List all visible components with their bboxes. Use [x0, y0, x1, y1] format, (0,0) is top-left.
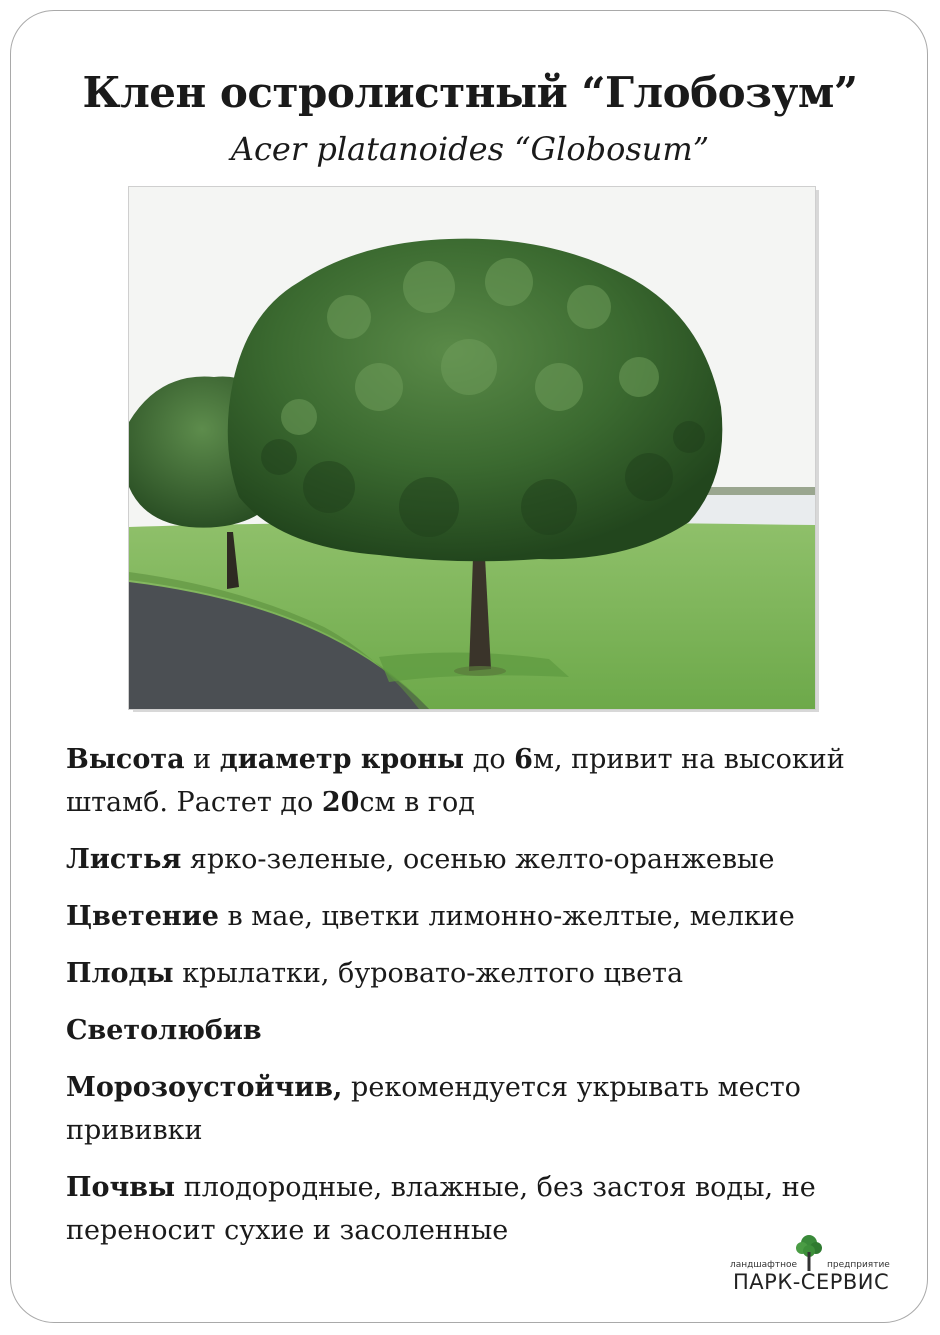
logo-tagline-right: предприятие — [827, 1260, 890, 1270]
fact-height: Высота и диаметр кроны до 6м, привит на высокий штамб. Растет до 20см в год — [66, 744, 845, 818]
tree-photo — [128, 186, 816, 710]
fact-frost-label: Морозоустойчив, — [66, 1072, 343, 1103]
fact-frost: Морозоустойчив, рекомендуется укрывать место прививки — [66, 1072, 801, 1146]
facts-list — [66, 738, 886, 1266]
logo-tagline-left: ландшафтное — [730, 1260, 797, 1270]
fact-crown-label: диаметр кроны — [219, 744, 465, 775]
latin-name: Acer platanoides “Globosum” — [230, 130, 710, 168]
fact-leaves-label: Листья — [66, 844, 182, 875]
fact-height-label: Высота — [66, 744, 185, 775]
fact-fruits: Плоды крылатки, буровато-желтого цвета — [66, 958, 684, 989]
fact-leaves: Листья ярко-зеленые, осенью желто-оранжевые — [66, 844, 775, 875]
tree-photo-image — [129, 187, 815, 709]
fact-light-label: Светолюбив — [66, 1015, 262, 1046]
fact-flowering: Цветение в мае, цветки лимонно-желтые, мелкие — [66, 901, 795, 932]
fact-soil-label: Почвы — [66, 1172, 176, 1203]
fact-height-value: 6 — [514, 744, 533, 775]
fact-fruits-label: Плоды — [66, 958, 174, 989]
logo-brand-name: ПАРК-СЕРВИС — [733, 1270, 890, 1294]
fact-light — [66, 1009, 886, 1052]
page-title: Клен остролистный “Глобозум” — [82, 68, 858, 117]
tree-logo-icon — [792, 1232, 826, 1272]
fact-flowering-label: Цветение — [66, 901, 219, 932]
fact-growth-value: 20 — [321, 787, 360, 818]
company-logo — [730, 1232, 900, 1300]
fact-soil: Почвы плодородные, влажные, без застоя воды, не переносит сухие и засоленные — [66, 1172, 816, 1246]
